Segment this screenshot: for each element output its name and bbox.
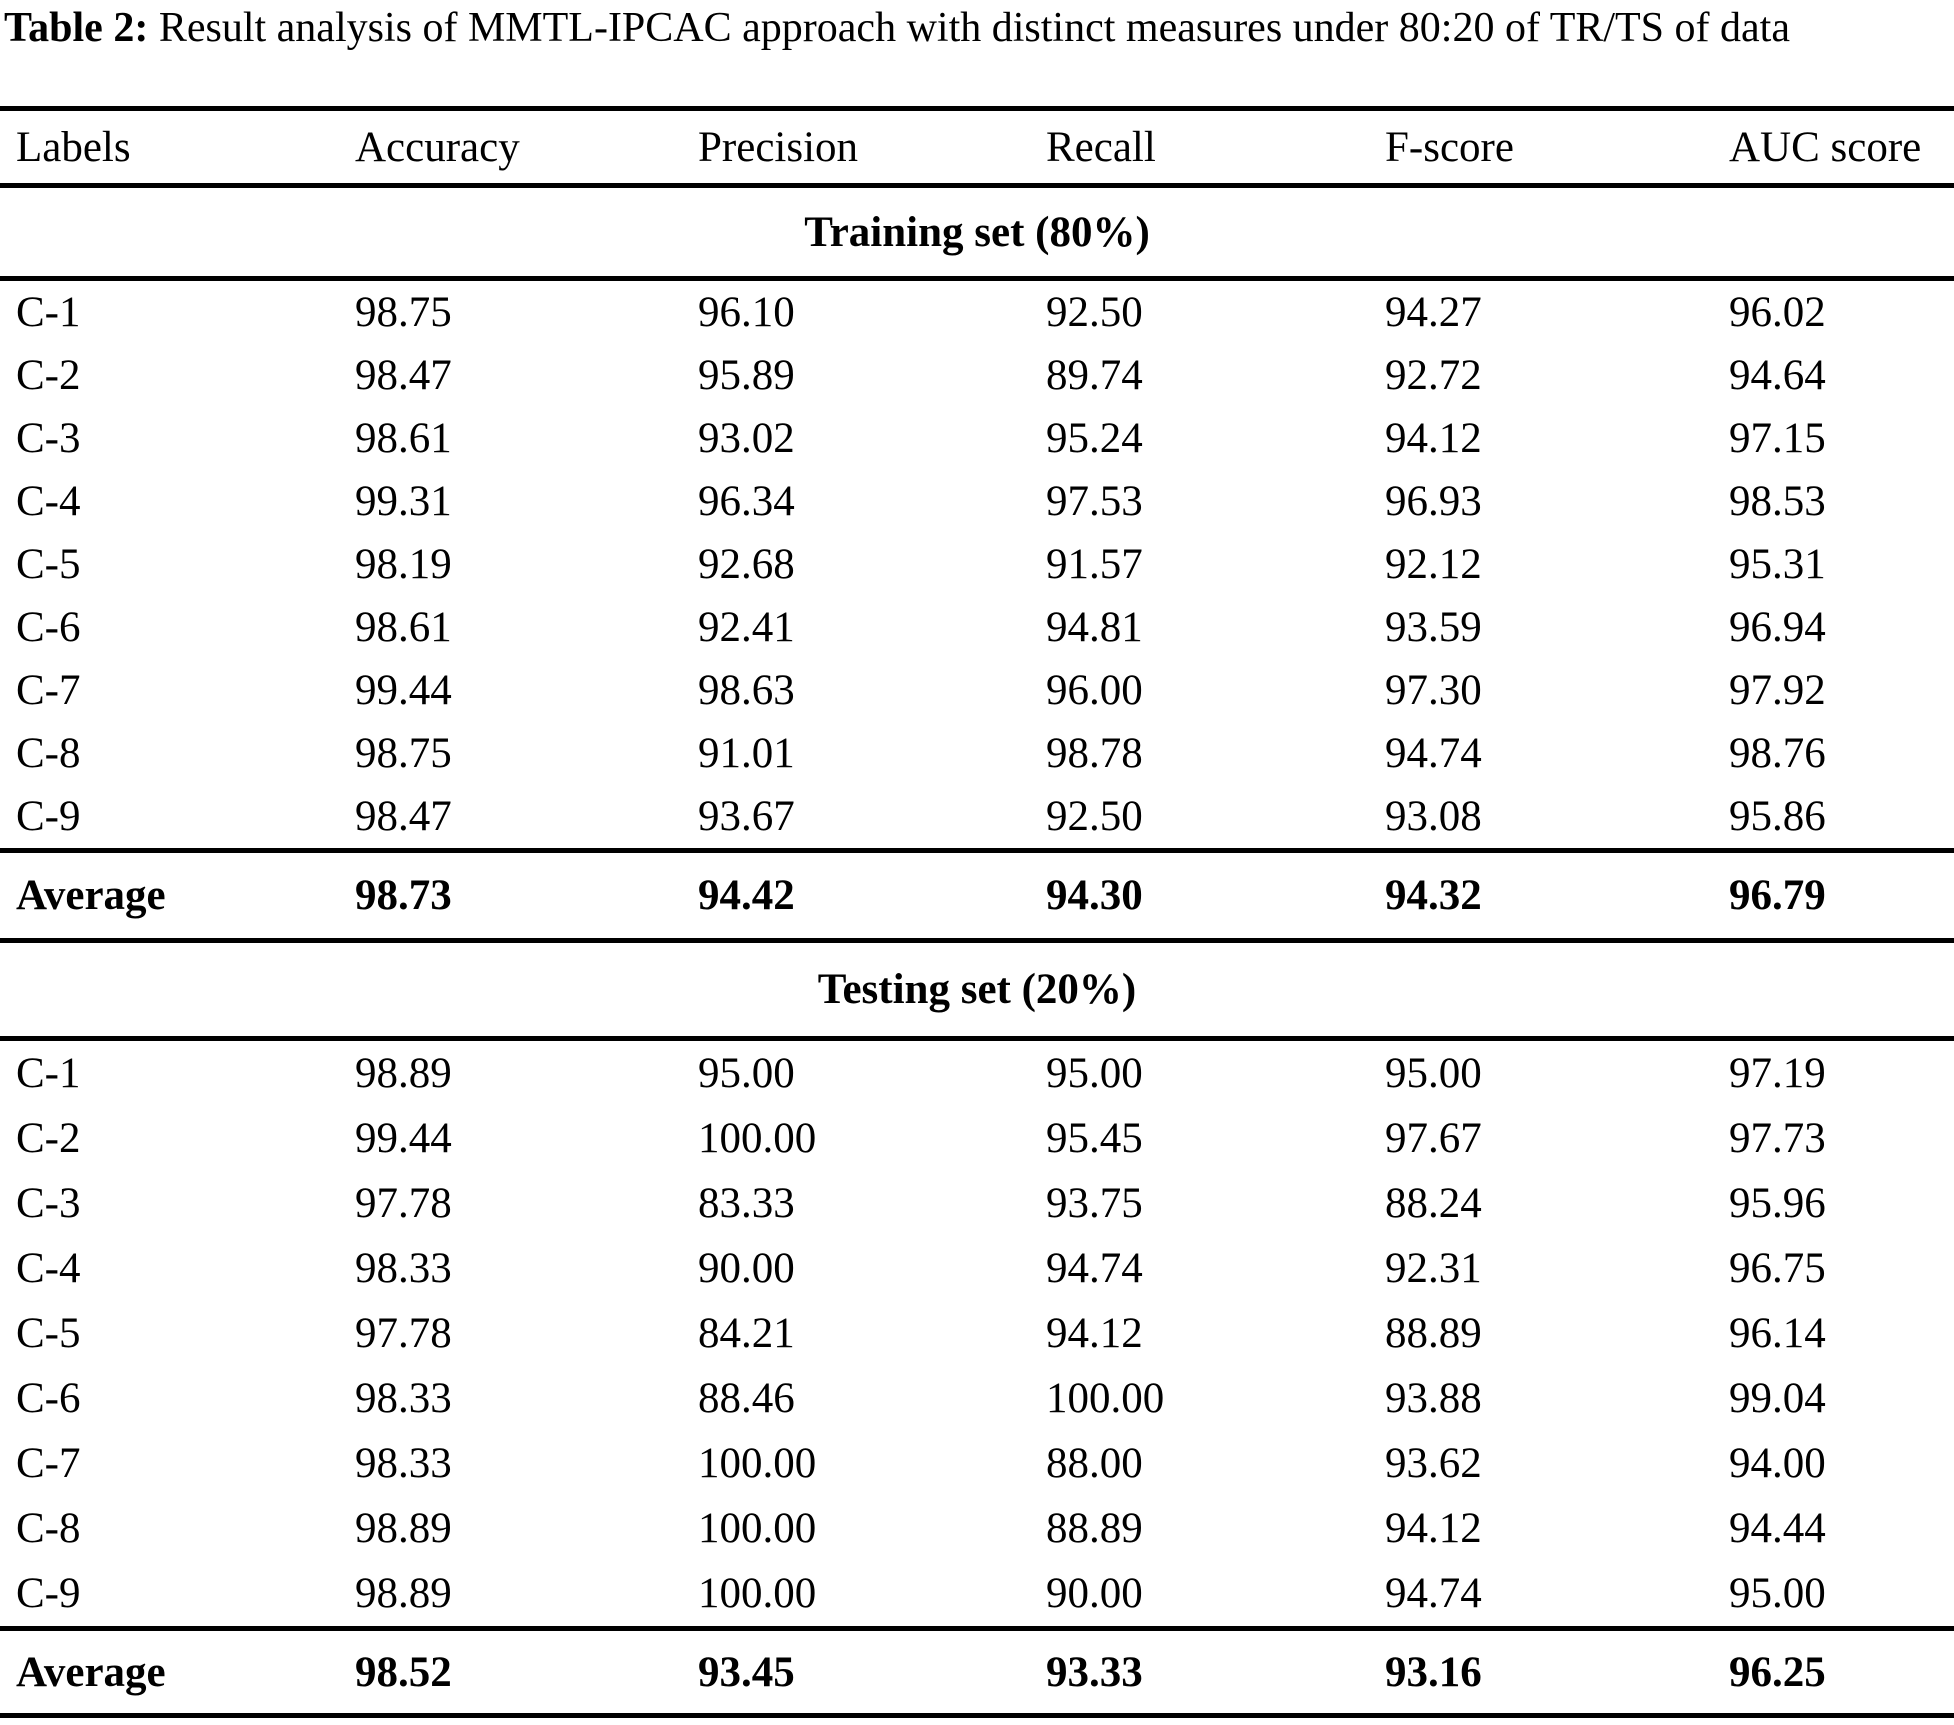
value-cell: 100.00 <box>698 1505 817 1552</box>
value-cell: 98.63 <box>698 667 795 714</box>
table-row <box>0 1366 1954 1431</box>
value-cell: 91.57 <box>1046 541 1143 588</box>
row-label-cell: C-4 <box>16 478 81 525</box>
row-label-cell: C-7 <box>16 1440 81 1487</box>
value-cell: 93.08 <box>1385 793 1482 840</box>
value-cell: 94.81 <box>1046 604 1143 651</box>
table-row <box>0 1171 1954 1236</box>
value-cell: 92.68 <box>698 541 795 588</box>
value-cell: 93.45 <box>698 1648 795 1696</box>
row-label-cell: C-6 <box>16 604 81 651</box>
value-cell: 98.75 <box>355 289 452 336</box>
value-cell: 94.12 <box>1385 415 1482 462</box>
value-cell: 94.74 <box>1385 1570 1482 1617</box>
value-cell: 98.89 <box>355 1505 452 1552</box>
row-label-cell: C-8 <box>16 730 81 777</box>
section-header-testing: Testing set (20%) <box>817 966 1137 1013</box>
value-cell: 93.62 <box>1385 1440 1482 1487</box>
row-label-cell: C-9 <box>16 1570 81 1617</box>
value-cell: 97.15 <box>1729 415 1826 462</box>
table-row <box>0 596 1954 659</box>
value-cell: 94.12 <box>1385 1505 1482 1552</box>
value-cell: 94.74 <box>1385 730 1482 777</box>
value-cell: 95.24 <box>1046 415 1143 462</box>
value-cell: 94.32 <box>1385 872 1482 919</box>
column-header-row <box>0 111 1954 183</box>
value-cell: 96.34 <box>698 478 795 525</box>
value-cell: 98.61 <box>355 604 452 651</box>
average-row-testing <box>0 1631 1954 1713</box>
row-label-cell: C-3 <box>16 1180 81 1227</box>
caption-label: Table 2: <box>4 5 149 51</box>
table-row <box>0 1106 1954 1171</box>
table-caption <box>0 0 1954 106</box>
value-cell: 97.78 <box>355 1310 452 1357</box>
value-cell: 84.21 <box>698 1310 795 1357</box>
table-row <box>0 1301 1954 1366</box>
value-cell: 98.75 <box>355 730 452 777</box>
value-cell: 88.89 <box>1385 1310 1482 1357</box>
value-cell: 93.16 <box>1385 1648 1482 1696</box>
value-cell: 98.47 <box>355 793 452 840</box>
value-cell: 98.78 <box>1046 730 1143 777</box>
value-cell: 95.86 <box>1729 793 1826 840</box>
value-cell: 88.46 <box>698 1375 795 1422</box>
value-cell: 97.67 <box>1385 1115 1482 1162</box>
value-cell: 90.00 <box>1046 1570 1143 1617</box>
table-row <box>0 281 1954 344</box>
value-cell: 93.02 <box>698 415 795 462</box>
value-cell: 95.00 <box>1385 1050 1482 1097</box>
value-cell: 99.44 <box>355 1115 452 1162</box>
table-row <box>0 1236 1954 1301</box>
caption-text: Result analysis of MMTL-IPCAC approach with distinct measures under 80:20 of TR/TS of data <box>158 5 1790 51</box>
value-cell: 98.33 <box>355 1440 452 1487</box>
table-row <box>0 1041 1954 1106</box>
table-row <box>0 785 1954 848</box>
column-header-auc: AUC score <box>1729 123 1922 171</box>
value-cell: 99.31 <box>355 478 452 525</box>
table-row <box>0 470 1954 533</box>
row-label-cell: C-4 <box>16 1245 81 1292</box>
row-label-cell: Average <box>16 872 166 919</box>
value-cell: 92.12 <box>1385 541 1482 588</box>
column-header-precision: Precision <box>698 123 859 171</box>
value-cell: 93.67 <box>698 793 795 840</box>
value-cell: 98.33 <box>355 1245 452 1292</box>
value-cell: 93.75 <box>1046 1180 1143 1227</box>
value-cell: 97.73 <box>1729 1115 1826 1162</box>
value-cell: 94.27 <box>1385 289 1482 336</box>
value-cell: 98.61 <box>355 415 452 462</box>
rule-bottom <box>0 1713 1954 1718</box>
value-cell: 100.00 <box>698 1440 817 1487</box>
value-cell: 96.75 <box>1729 1245 1826 1292</box>
row-label-cell: C-9 <box>16 793 81 840</box>
value-cell: 99.44 <box>355 667 452 714</box>
value-cell: 97.92 <box>1729 667 1826 714</box>
column-header-labels: Labels <box>16 123 131 171</box>
value-cell: 89.74 <box>1046 352 1143 399</box>
column-header-accuracy: Accuracy <box>355 123 520 171</box>
table-row <box>0 407 1954 470</box>
value-cell: 98.19 <box>355 541 452 588</box>
value-cell: 97.78 <box>355 1180 452 1227</box>
value-cell: 98.89 <box>355 1050 452 1097</box>
value-cell: 95.00 <box>1046 1050 1143 1097</box>
value-cell: 93.88 <box>1385 1375 1482 1422</box>
table-row <box>0 1561 1954 1626</box>
value-cell: 98.89 <box>355 1570 452 1617</box>
value-cell: 83.33 <box>698 1180 795 1227</box>
value-cell: 94.74 <box>1046 1245 1143 1292</box>
value-cell: 92.41 <box>698 604 795 651</box>
table-row <box>0 722 1954 785</box>
value-cell: 90.00 <box>698 1245 795 1292</box>
row-label-cell: C-7 <box>16 667 81 714</box>
value-cell: 96.79 <box>1729 872 1826 919</box>
value-cell: 98.73 <box>355 872 452 919</box>
value-cell: 98.33 <box>355 1375 452 1422</box>
value-cell: 94.44 <box>1729 1505 1826 1552</box>
row-label-cell: C-6 <box>16 1375 81 1422</box>
column-header-fscore: F-score <box>1385 123 1514 171</box>
training-rows <box>0 281 1954 848</box>
row-label-cell: C-3 <box>16 415 81 462</box>
value-cell: 93.33 <box>1046 1648 1143 1696</box>
row-label-cell: C-2 <box>16 352 81 399</box>
table-row <box>0 344 1954 407</box>
value-cell: 93.59 <box>1385 604 1482 651</box>
value-cell: 94.12 <box>1046 1310 1143 1357</box>
table-row <box>0 533 1954 596</box>
value-cell: 98.53 <box>1729 478 1826 525</box>
table-row <box>0 1431 1954 1496</box>
row-label-cell: C-5 <box>16 541 81 588</box>
value-cell: 97.19 <box>1729 1050 1826 1097</box>
value-cell: 98.52 <box>355 1648 452 1696</box>
value-cell: 94.42 <box>698 872 795 919</box>
value-cell: 96.25 <box>1729 1648 1826 1696</box>
value-cell: 99.04 <box>1729 1375 1826 1422</box>
row-label-cell: C-2 <box>16 1115 81 1162</box>
value-cell: 88.00 <box>1046 1440 1143 1487</box>
value-cell: 94.00 <box>1729 1440 1826 1487</box>
value-cell: 95.45 <box>1046 1115 1143 1162</box>
testing-rows <box>0 1041 1954 1626</box>
value-cell: 88.24 <box>1385 1180 1482 1227</box>
value-cell: 95.96 <box>1729 1180 1826 1227</box>
value-cell: 96.10 <box>698 289 795 336</box>
row-label-cell: C-1 <box>16 289 81 336</box>
value-cell: 95.89 <box>698 352 795 399</box>
row-label-cell: C-1 <box>16 1050 81 1097</box>
value-cell: 92.50 <box>1046 289 1143 336</box>
value-cell: 92.50 <box>1046 793 1143 840</box>
value-cell: 98.76 <box>1729 730 1826 777</box>
value-cell: 97.30 <box>1385 667 1482 714</box>
value-cell: 96.94 <box>1729 604 1826 651</box>
average-row-training <box>0 853 1954 938</box>
table-row <box>0 1496 1954 1561</box>
row-label-cell: C-8 <box>16 1505 81 1552</box>
value-cell: 95.00 <box>698 1050 795 1097</box>
value-cell: 94.30 <box>1046 872 1143 919</box>
value-cell: 95.31 <box>1729 541 1826 588</box>
value-cell: 97.53 <box>1046 478 1143 525</box>
value-cell: 96.02 <box>1729 289 1826 336</box>
row-label-cell: Average <box>16 1648 166 1696</box>
value-cell: 95.00 <box>1729 1570 1826 1617</box>
column-header-recall: Recall <box>1046 123 1156 171</box>
value-cell: 91.01 <box>698 730 795 777</box>
value-cell: 96.14 <box>1729 1310 1826 1357</box>
value-cell: 100.00 <box>698 1115 817 1162</box>
table-row <box>0 659 1954 722</box>
value-cell: 92.72 <box>1385 352 1482 399</box>
value-cell: 100.00 <box>1046 1375 1165 1422</box>
value-cell: 98.47 <box>355 352 452 399</box>
value-cell: 94.64 <box>1729 352 1826 399</box>
value-cell: 100.00 <box>698 1570 817 1617</box>
value-cell: 92.31 <box>1385 1245 1482 1292</box>
section-header-training: Training set (80%) <box>804 208 1150 256</box>
value-cell: 88.89 <box>1046 1505 1143 1552</box>
value-cell: 96.93 <box>1385 478 1482 525</box>
value-cell: 96.00 <box>1046 667 1143 714</box>
row-label-cell: C-5 <box>16 1310 81 1357</box>
